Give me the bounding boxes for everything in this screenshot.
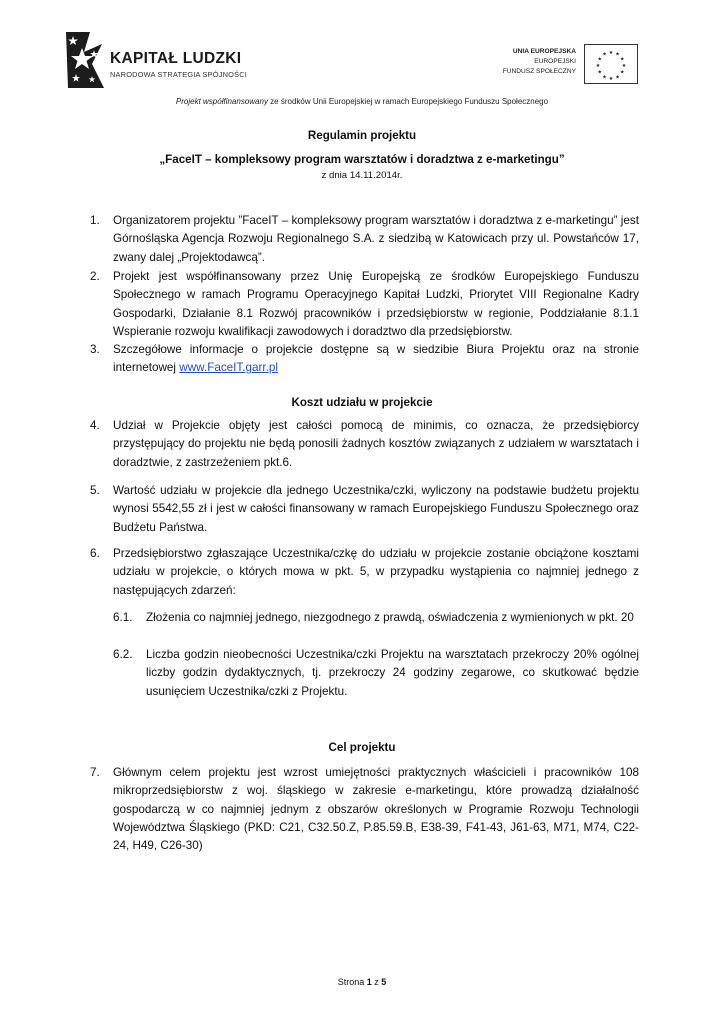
eu-logo-line2: EUROPEJSKI [534,58,576,65]
list-subitem-number: 6.1. [113,611,133,624]
section-heading-cost: Koszt udziału w projekcie [291,396,433,409]
svg-text:★: ★ [608,76,614,82]
section-heading-goal: Cel projektu [328,741,396,754]
list-item-text: Organizatorem projektu ”FaceIT – kompleksowy program warsztatów i doradztwa z e-marketingu” jest Górnośląska Agencja Rozwoju Regionalnego S.A. z siedzibą w Katowicach przy ul. Powstańców 17, zwany dalej „Projektodawcą”. [113,214,639,264]
list-item-number: 6. [90,547,100,560]
svg-text:★: ★ [621,63,627,69]
page-footer [0,977,724,987]
document-title: Regulamin projektu [307,129,417,142]
document-subtitle: „FaceIT – kompleksowy program warsztatów i doradztwa z e-marketingu” [159,153,565,166]
kapital-ludzki-emblem-icon [62,30,106,90]
kapital-ludzki-logo [62,30,282,90]
list-subitem-text: Złożenia co najmniej jednego, niezgodnego z prawdą, oświadczenia z wymienionych w pkt. 20 [146,611,634,624]
svg-text:★: ★ [595,63,601,69]
eu-flag-icon [584,44,638,84]
kapital-ludzki-subtitle: NARODOWA STRATEGIA SPÓJNOŚCI [110,70,248,79]
eu-logo-line3: FUNDUSZ SPOŁECZNY [502,68,576,75]
list-item-text-body: Szczegółowe informacje o projekcie dostępne są w siedzibie Biura Projektu oraz na stronie internetowej [113,343,639,375]
list-item-7 [90,764,639,855]
svg-text:★: ★ [615,74,620,81]
list-subitem-number: 6.2. [113,648,133,661]
footer-prefix: Strona [337,977,367,987]
svg-text:★: ★ [602,74,607,81]
list-item-3 [90,341,639,378]
list-item-text: Wartość udziału w projekcie dla jednego Uczestnika/czki, wyliczony na podstawie budżetu projektu wynosi 5542,55 zł i jest w całości finansowany w ramach Europejskiego Funduszu Społecznego oraz Budżetu Państwa. [113,484,639,534]
svg-text:★: ★ [608,50,614,56]
cofinancing-note-rest: ze środków Unii Europejskiej w ramach Europejskiego Funduszu Społecznego [267,97,549,106]
svg-text:★: ★ [597,69,602,76]
list-item-4 [90,417,639,472]
eu-logo-text [503,47,576,77]
list-item-text [113,341,639,378]
list-subitem-text: Liczba godzin nieobecności Uczestnika/czki Projektu na warsztatach przekroczy 20% ogólnej liczby godzin dydaktycznych, tj. przekroczy 24 godziny zegarowe, co skutkować będzie usunięciem Uczestnika/czki z Projektu. [146,648,639,698]
eu-logo-line1: UNIA EUROPEJSKA [512,48,576,55]
list-item-text: Projekt jest współfinansowany przez Unię Europejską ze środków Europejskiego Funduszu Społecznego w ramach Programu Operacyjnego Kapitał Ludzki, Priorytet VIII Regionalne Kadry Gospodarki, Działanie 8.1 Rozwój pracowników i przedsiębiorstw w regionie, Poddziałanie 8.1.1 Wspieranie rozwoju kwalifikacji zawodowych i doradztwo dla przedsiębiorstw. [113,270,639,338]
list-item-text: Udział w Projekcie objęty jest całości pomocą de minimis, co oznacza, że przedsiębiorcy przystępujący do projektu nie będą ponosili żadnych kosztów związanych z udziałem w warsztatach i doradztwie, z zastrzeżeniem pkt.6. [113,419,639,469]
list-item-number: 3. [90,343,100,356]
svg-text:★: ★ [620,56,625,63]
list-item-number: 5. [90,484,100,497]
footer-page-total: 5 [381,977,387,987]
list-item-text: Przedsiębiorstwo zgłaszające Uczestnika/czkę do udziału w projekcie zostanie obciążone kosztami udziału w projekcie, o których mowa w pkt. 5, w przypadku wystąpienia co najmniej jednego z następujących zdarzeń: [113,547,639,597]
svg-text:★: ★ [602,51,607,58]
list-item-number: 1. [90,214,100,227]
list-item-6 [90,545,639,600]
eu-logo [498,44,638,86]
list-item-5 [90,482,639,537]
cofinancing-note [0,97,724,106]
list-item-number: 4. [90,419,100,432]
footer-middle: z [371,977,382,987]
list-subitem-6-1 [113,609,639,627]
svg-text:★: ★ [620,69,625,76]
footer-page-number: 1 [366,977,372,987]
list-subitem-6-2 [113,646,639,701]
cofinancing-note-italic: Projekt współfinansowany [175,97,268,106]
list-item-2 [90,268,639,341]
project-website-link[interactable]: www.FaceIT.garr.pl [179,361,279,375]
document-date: z dnia 14.11.2014r. [321,170,403,181]
svg-text:★: ★ [615,51,620,58]
list-item-1 [90,212,639,267]
list-item-number: 2. [90,270,100,283]
list-item-number: 7. [90,766,100,779]
kapital-ludzki-title: KAPITAŁ LUDZKI [110,50,242,67]
list-item-text: Głównym celem projektu jest wzrost umiejętności praktycznych właścicieli i pracowników 108 mikroprzedsiębiorstw z woj. śląskiego w zakresie e-marketingu, które prowadzą działalność gospodarczą w co najmniej jednym z obszarów określonych w Programie Rozwoju Technologii Województwa Śląskiego (PKD: C21, C32.50.Z, P.85.59.B, E38-39, F41-43, J61-63, M71, M74, C22-24, H49, C26-30) [113,766,639,853]
svg-text:★: ★ [597,56,602,63]
